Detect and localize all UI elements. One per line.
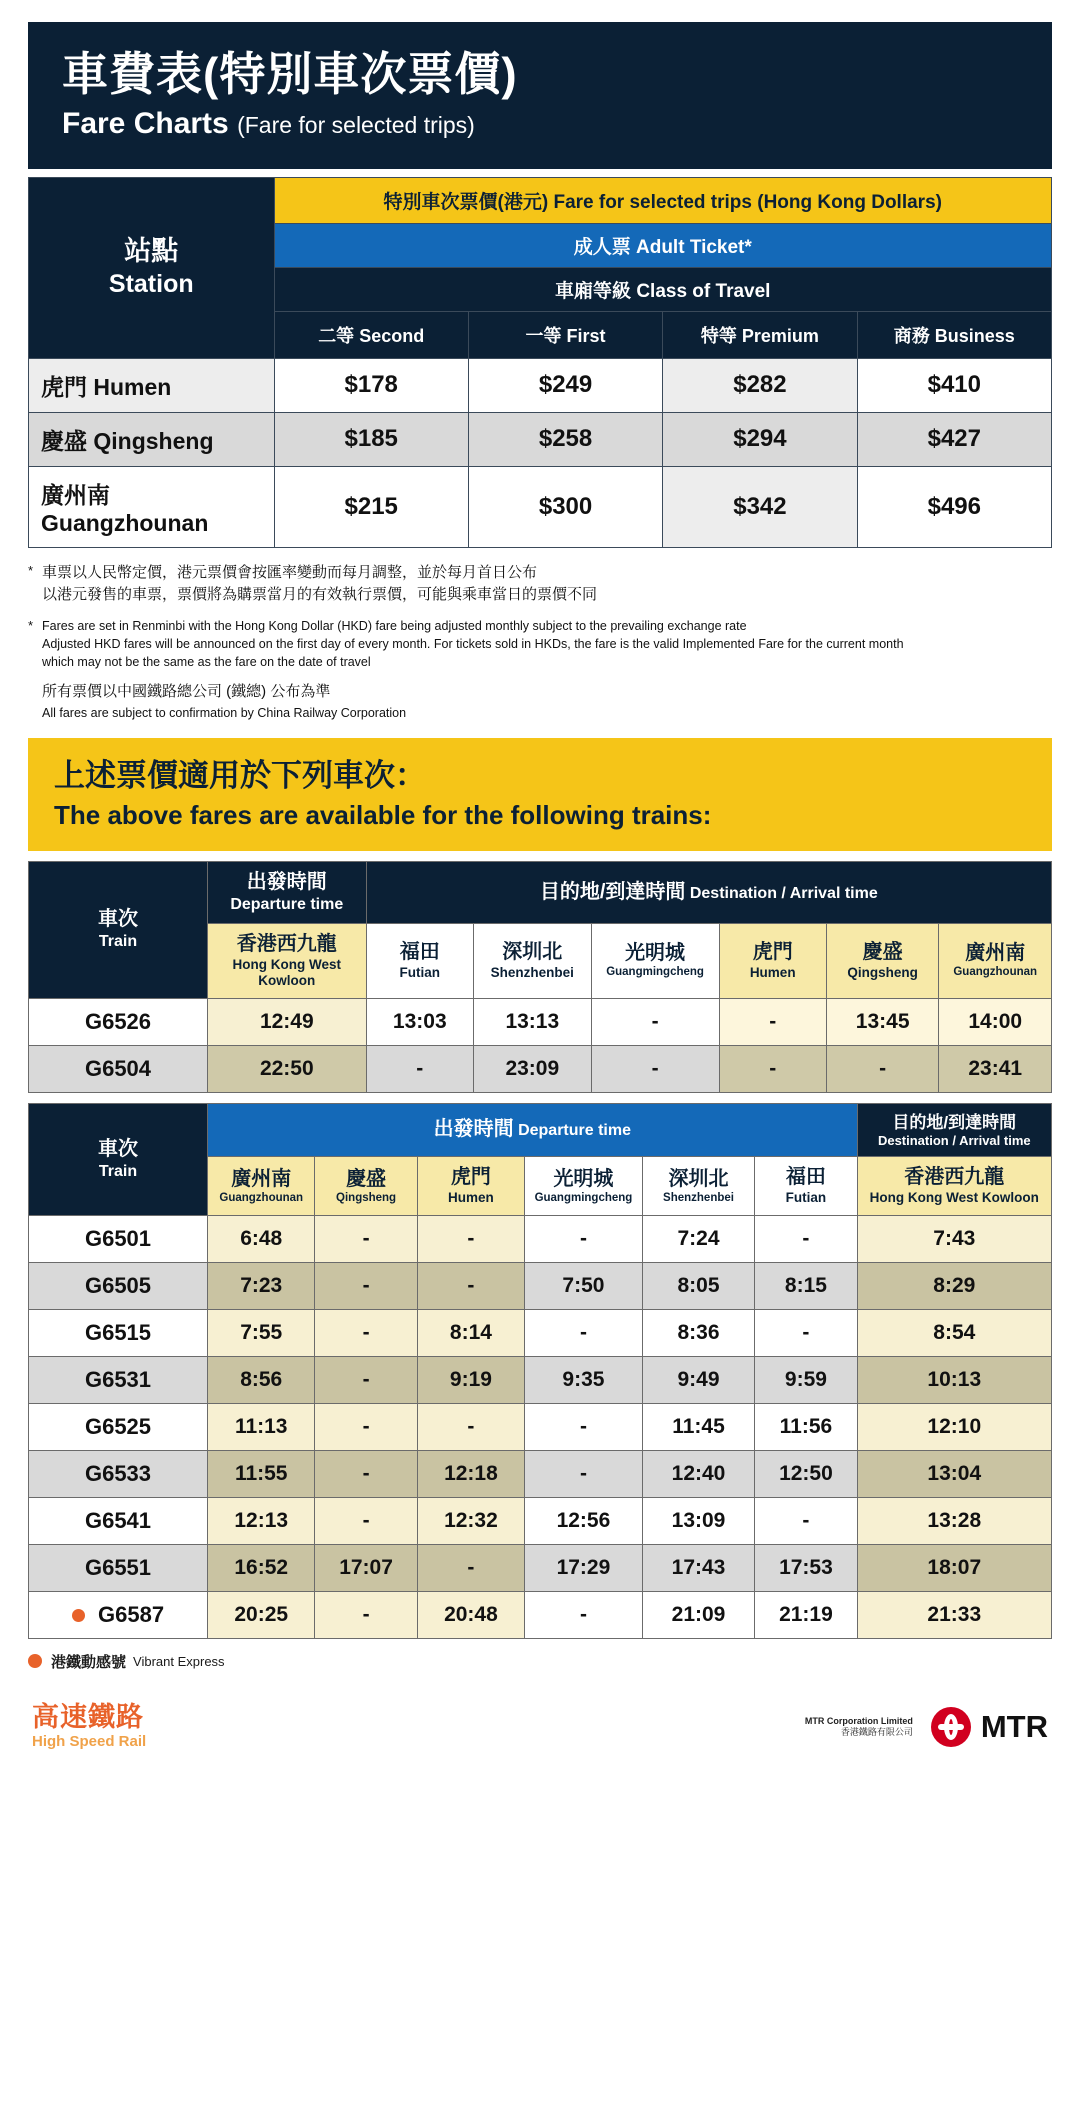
train-time: 17:43 [642,1544,755,1591]
train-time: 17:53 [755,1544,857,1591]
train-time: 8:15 [755,1262,857,1309]
train-time: 8:14 [417,1309,524,1356]
col-label-zh: 福田 [785,1166,826,1189]
train-time: 9:59 [755,1356,857,1403]
col-label-zh: 深圳北 [502,941,563,964]
south-train-header-en: Train [98,933,138,951]
banner-text-zh: 上述票價適用於下列車次： [54,757,426,793]
train-time: 11:56 [755,1403,857,1450]
hsr-logo-en: High Speed Rail [32,1732,147,1750]
train-time: 11:13 [208,1403,315,1450]
asterisk-icon: * [28,617,34,633]
mtr-logo [931,1707,1048,1747]
south-col-guangzhounan [939,924,1052,998]
train-time: - [315,1591,417,1638]
fare-row-value: $300 [468,466,662,547]
train-time: - [315,1262,417,1309]
train-time: - [591,1045,719,1092]
page-footer [28,1698,1052,1751]
train-table-southbound [28,861,1052,1092]
north-departure-header [208,1103,858,1157]
north-col-futian [755,1157,857,1215]
train-time: 11:55 [208,1450,315,1497]
col-label-en: Hong Kong West Kowloon [869,1190,1039,1206]
col-label-zh: 慶盛 [346,1167,387,1190]
col-label-en: Humen [448,1190,494,1206]
col-label-en: Guangmingcheng [534,1191,633,1204]
train-time: 13:13 [473,998,591,1045]
train-time: - [315,1403,417,1450]
south-train-header-zh: 車次 [98,908,138,931]
train-time: 13:45 [826,998,939,1045]
train-time: 12:50 [755,1450,857,1497]
train-number-label: G6533 [84,1460,152,1486]
fare-table [28,177,1052,548]
train-time: 21:33 [857,1591,1051,1638]
fare-station-header [29,177,275,358]
table-row [29,1309,1052,1356]
south-col-futian [366,924,473,998]
table-row [29,1215,1052,1262]
legend-label-en: Vibrant Express [133,1653,225,1669]
north-header-row-1 [29,1103,1052,1157]
train-time: 18:07 [857,1544,1051,1591]
mtr-wordmark: MTR [980,1709,1048,1745]
train-number-label: G6541 [84,1507,152,1533]
col-label-en: Shenzhenbei [490,965,574,981]
train-time: - [525,1450,643,1497]
fare-notes [28,562,1052,722]
north-train-header-en: Train [98,1162,138,1180]
north-train-header-zh: 車次 [98,1137,138,1160]
table-row [29,1497,1052,1544]
north-col-humen [417,1157,524,1215]
fare-row-value: $249 [468,358,662,412]
footer-right [805,1707,1048,1747]
train-time: 7:43 [857,1215,1051,1262]
train-time: - [755,1309,857,1356]
train-number-label: G6551 [84,1554,152,1580]
train-time: 16:52 [208,1544,315,1591]
col-label-zh: 深圳北 [668,1167,729,1190]
col-label-en: Guangzhounan [953,966,1038,979]
train-time: - [719,998,826,1045]
south-header-row-1 [29,862,1052,924]
mtr-corp-zh: 香港鐵路有限公司 [840,1727,913,1738]
fare-class-header: 車廂等級 Class of Travel [274,267,1051,311]
col-label-zh: 光明城 [625,942,686,965]
col-label-zh: 福田 [399,941,440,964]
train-time: 12:32 [417,1497,524,1544]
legend-label-zh: 港鐵動感號 [51,1653,127,1671]
train-time: 8:54 [857,1309,1051,1356]
note-block-zh [28,562,1052,607]
page-title-en-sub: (Fare for selected trips) [237,111,475,138]
train-time: - [366,1045,473,1092]
train-time: 13:28 [857,1497,1051,1544]
page-title-en-main: Fare Charts [62,106,229,140]
train-time: 12:40 [642,1450,755,1497]
train-time: 21:19 [755,1591,857,1638]
train-number-label: G6501 [84,1225,152,1251]
train-time: 6:48 [208,1215,315,1262]
train-time: - [315,1497,417,1544]
train-time: 8:36 [642,1309,755,1356]
train-time: 20:48 [417,1591,524,1638]
train-time: 7:55 [208,1309,315,1356]
train-time: 21:09 [642,1591,755,1638]
col-label-zh: 廣州南 [231,1167,292,1190]
train-time: - [826,1045,939,1092]
train-time: - [755,1497,857,1544]
fare-header-row-1 [29,177,1052,223]
train-number-label: G6525 [84,1413,152,1439]
fare-chart-page [0,22,1080,1751]
train-time: - [315,1450,417,1497]
south-departure-header-zh: 出發時間 [246,871,327,894]
train-time: - [417,1262,524,1309]
train-time: 12:10 [857,1403,1051,1450]
train-time: 12:18 [417,1450,524,1497]
col-label-zh: 廣州南 [965,942,1026,965]
south-destination-header-en: Destination / Arrival time [689,885,878,903]
table-row [29,358,1052,412]
fare-row-station: 廣州南 Guangzhounan [29,466,275,547]
train-number [29,1356,208,1403]
col-label-en: Guangmingcheng [606,966,704,979]
train-time: - [719,1045,826,1092]
asterisk-icon: * [28,562,34,578]
available-trains-banner [28,738,1052,851]
train-time: 11:45 [642,1403,755,1450]
train-time: 7:50 [525,1262,643,1309]
fare-station-header-zh: 站點 [124,236,179,267]
train-time: 23:41 [939,1045,1052,1092]
col-label-zh: 光明城 [553,1167,614,1190]
col-label-zh: 香港西九龍 [236,933,337,956]
fare-class-second: 二等 Second [274,311,468,358]
table-row [29,412,1052,466]
south-col-qingsheng [826,924,939,998]
train-time: 13:04 [857,1450,1051,1497]
train-number-label: G6505 [84,1272,152,1298]
fare-row-station: 慶盛 Qingsheng [29,412,275,466]
train-time: 8:05 [642,1262,755,1309]
train-number [29,1544,208,1591]
col-label-zh: 虎門 [752,941,793,964]
train-time: 8:56 [208,1356,315,1403]
south-departure-header-en: Departure time [230,896,344,914]
note-confirm-zh: 所有票價以中國鐵路總公司 (鐵總) 公布為準 [42,683,331,701]
train-time: - [315,1356,417,1403]
train-table-northbound [28,1103,1052,1639]
train-time: - [417,1544,524,1591]
fare-row-value: $282 [663,358,857,412]
train-time: 7:23 [208,1262,315,1309]
train-number-label: G6515 [84,1319,152,1345]
train-time: 9:49 [642,1356,755,1403]
south-col-shenzhenbei [473,924,591,998]
train-time: - [525,1403,643,1450]
col-label-en: Qingsheng [336,1191,397,1204]
col-label-en: Futian [785,1190,827,1206]
south-train-header [29,862,208,998]
north-departure-header-zh: 出發時間 [433,1118,514,1141]
train-number [29,1309,208,1356]
train-number-label: G6587 [98,1601,165,1627]
table-row [29,1403,1052,1450]
fare-row-station: 虎門 Humen [29,358,275,412]
north-col-guangmingcheng [525,1157,643,1215]
train-number [29,1262,208,1309]
table-row [29,1356,1052,1403]
train-time: 13:03 [366,998,473,1045]
fare-row-value: $178 [274,358,468,412]
train-number [29,1403,208,1450]
train-time: 8:29 [857,1262,1051,1309]
train-number [29,1450,208,1497]
train-time: 13:09 [642,1497,755,1544]
vibrant-express-dot-icon [28,1654,42,1668]
south-destination-header [366,862,1051,924]
mtr-corporation-text [805,1716,913,1739]
train-time: 7:24 [642,1215,755,1262]
north-train-header [29,1103,208,1215]
fare-row-value: $215 [274,466,468,547]
fare-class-premium: 特等 Premium [663,311,857,358]
col-label-en: Qingsheng [847,965,918,981]
train-time: 17:07 [315,1544,417,1591]
train-number [29,1497,208,1544]
col-label-en: Humen [749,965,796,981]
train-time: 9:19 [417,1356,524,1403]
fare-station-header-en: Station [108,270,194,299]
fare-row-value: $258 [468,412,662,466]
train-time: - [315,1215,417,1262]
col-label-en: Guangzhounan [219,1191,304,1204]
col-label-en: Shenzhenbei [663,1191,734,1204]
fare-adult-header: 成人票 Adult Ticket* [274,223,1051,267]
col-label-zh: 虎門 [450,1166,491,1189]
col-label-en: Hong Kong West Kowloon [232,957,342,989]
note-block-confirmation [42,681,1052,722]
page-title-zh: 車費表(特別車次票價) [62,48,518,100]
train-time: - [417,1403,524,1450]
north-col-qingsheng [315,1157,417,1215]
train-time: - [755,1215,857,1262]
table-row [29,1045,1052,1092]
north-destination-header-en: Destination / Arrival time [877,1132,1031,1148]
fare-row-value: $427 [857,412,1051,466]
page-title-en [62,107,1018,141]
col-label-en: Futian [399,965,441,981]
table-row [29,1591,1052,1638]
mtr-corp-en: MTR Corporation Limited [804,1715,913,1726]
table-row [29,466,1052,547]
train-time: - [591,998,719,1045]
table-row [29,1450,1052,1497]
note-en-line2: Adjusted HKD fares will be announced on the first day of every month. For tickets sold in HKDs, the fare is the valid Implemented Fare for the current month [42,637,904,652]
hsr-logo-zh: 高速鐵路 [32,1701,144,1732]
col-label-zh: 慶盛 [862,941,903,964]
high-speed-rail-logo [32,1701,147,1751]
train-time: 17:29 [525,1544,643,1591]
fare-class-business: 商務 Business [857,311,1051,358]
south-col-guangmingcheng [591,924,719,998]
train-time: - [525,1215,643,1262]
north-col-guangzhounan [208,1157,315,1215]
fare-gold-header: 特別車次票價(港元) Fare for selected trips (Hong Kong Dollars) [274,177,1051,223]
north-col-hong-kong-west-kowloon [857,1157,1051,1215]
page-header [28,22,1052,169]
note-block-en [28,617,1052,671]
train-time: 12:13 [208,1497,315,1544]
note-zh-line2: 以港元發售的車票，票價將為購票當月的有效執行票價，可能與乘車當日的票價不同 [42,586,598,604]
south-departure-header [208,862,367,924]
train-time: - [525,1591,643,1638]
banner-text-en: The above fares are available for the following trains: [54,800,712,831]
note-en-line3: which may not be the same as the fare on the date of travel [42,655,371,670]
legend-vibrant-express [28,1651,1052,1672]
south-destination-header-zh: 目的地/到達時間 [539,881,686,904]
note-zh-line1: 車票以人民幣定價，港元票價會按匯率變動而每月調整，並於每月首日公布 [42,563,538,581]
train-time: 22:50 [208,1045,367,1092]
train-number [29,1215,208,1262]
train-time: - [525,1309,643,1356]
north-col-shenzhenbei [642,1157,755,1215]
south-col-hong-kong-west-kowloon [208,924,367,998]
fare-row-value: $496 [857,466,1051,547]
mtr-mark-icon [931,1707,971,1747]
fare-class-first: 一等 First [468,311,662,358]
note-confirm-en: All fares are subject to confirmation by China Railway Corporation [42,705,407,720]
table-row [29,1262,1052,1309]
train-number: G6504 [29,1045,208,1092]
train-number-label: G6531 [84,1366,152,1392]
train-time: - [315,1309,417,1356]
train-time: 20:25 [208,1591,315,1638]
note-en-line1: Fares are set in Renminbi with the Hong Kong Dollar (HKD) fare being adjusted monthly subject to the prevailing exchange rate [42,618,747,633]
fare-row-value: $185 [274,412,468,466]
north-destination-header [857,1103,1051,1157]
col-label-zh: 香港西九龍 [904,1166,1005,1189]
table-row [29,998,1052,1045]
train-time: 9:35 [525,1356,643,1403]
vibrant-express-dot-icon [72,1609,85,1622]
train-number-vibrant [29,1591,208,1638]
train-number: G6526 [29,998,208,1045]
train-time: 12:56 [525,1497,643,1544]
north-destination-header-zh: 目的地/到達時間 [892,1112,1017,1132]
fare-row-value: $342 [663,466,857,547]
train-time: - [417,1215,524,1262]
train-time: 10:13 [857,1356,1051,1403]
north-departure-header-en: Departure time [518,1122,631,1140]
train-time: 12:49 [208,998,367,1045]
train-time: 23:09 [473,1045,591,1092]
train-time: 14:00 [939,998,1052,1045]
table-row [29,1544,1052,1591]
south-col-humen [719,924,826,998]
fare-row-value: $410 [857,358,1051,412]
fare-row-value: $294 [663,412,857,466]
